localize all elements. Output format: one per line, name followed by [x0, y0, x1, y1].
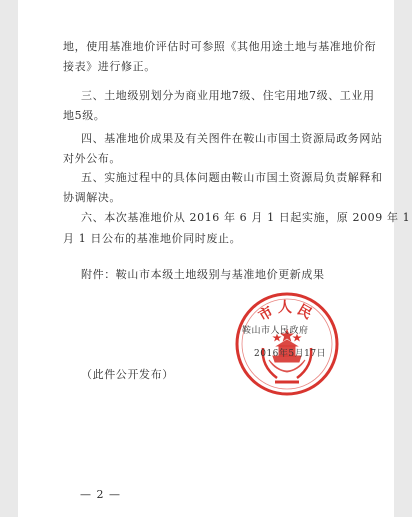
- document-page: [18, 0, 411, 517]
- paragraph-5-line-1: 六、本次基准地价从 2016 年 6 月 1 日起实施，原 2009 年 1: [81, 211, 411, 224]
- paragraph-3-line-1: 四、基准地价成果及有关图件在鞍山市国土资源局政务网站: [81, 132, 383, 145]
- attachment-line: 附件：鞍山市本级土地级别与基准地价更新成果: [81, 268, 325, 281]
- paragraph-4-line-1: 五、实施过程中的具体问题由鞍山市国土资源局负责解释和: [81, 171, 383, 184]
- page-number: — 2 —: [80, 488, 121, 501]
- paragraph-2-line-2: 地5级。: [63, 109, 106, 122]
- publication-note: （此件公开发布）: [81, 368, 174, 381]
- paragraph-5-line-2: 月 1 日公布的基准地价同时废止。: [63, 232, 242, 245]
- seal-date-text: 2016年5月17日: [254, 349, 327, 359]
- paragraph-2-line-1: 三、土地级别划分为商业用地7级、住宅用地7级、工业用: [81, 89, 375, 102]
- seal-top-text: 市人民: [255, 300, 319, 325]
- seal-organization-text: 鞍山市人民政府: [242, 326, 309, 336]
- official-seal: [233, 290, 341, 398]
- paragraph-1-line-2: 接表》进行修正。: [63, 60, 156, 73]
- paragraph-4-line-2: 协调解决。: [63, 191, 121, 204]
- paragraph-3-line-2: 对外公布。: [63, 152, 121, 165]
- paragraph-1-line-1: 地，使用基准地价评估时可参照《其他用途土地与基准地价衔: [63, 40, 377, 53]
